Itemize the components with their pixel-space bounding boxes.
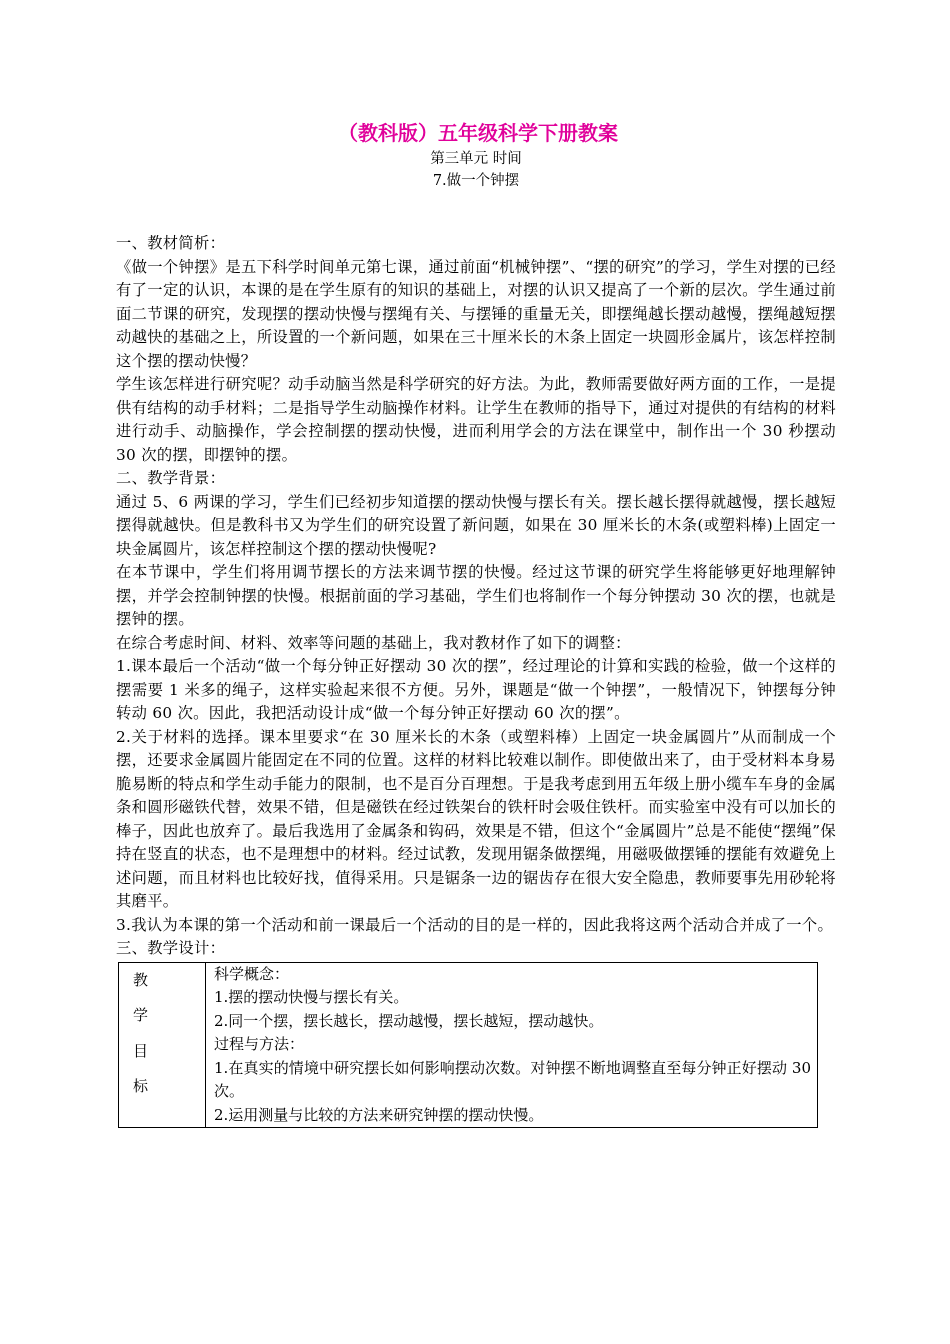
list-item: 2.关于材料的选择。课本里要求“在 30 厘米长的木条（或塑料棒）上固定一块金属圆片”从而制成一个摆，还要求金属圆片能固定在不同的位置。这样的材料比较难以制作。即使做出来了，由于受材料本身易脆易断的特点和学生动手能力的限制，也不是百分百理想。于是我考虑到用五年级上册小缆车车身的金属条和圆形磁铁代替，效果不错，但是磁铁在经过铁架台的铁杆时会吸住铁杆。而实验室中没有可以加长的棒子，因此也放弃了。最后我选用了金属条和钩码，效果是不错，但这个“金属圆片”总是不能使“摆绳”保持在竖直的状态，也不是理想中的材料。经过试教，发现用锯条做摆绳，用磁吸做摆锤的摆能有效避免上述问题，而且材料也比较好找，值得采用。只是锯条一边的锯齿存在很大安全隐患，教师要事先用砂轮将其磨平。 <box>116 727 836 910</box>
section-heading-background: 二、教学背景： <box>116 469 226 487</box>
objectives-content-cell <box>206 962 818 1128</box>
paragraph: 学生该怎样进行研究呢？动手动脑当然是科学研究的好方法。为此，教师需要做好两方面的工作，一是提供有结构的动手材料；二是指导学生动脑操作材料。让学生在教师的指导下，通过对提供的有结构的材料进行动手、动脑操作，学会控制摆的摆动快慢，进而利用学会的方法在课堂中，制作出一个 30 秒摆动 30 次的摆，即摆钟的摆。 <box>116 375 836 464</box>
objective-line: 1.在真实的情境中研究摆长如何影响摆动次数。对钟摆不断地调整直至每分钟正好摆动 30 次。 <box>214 1058 811 1100</box>
objective-line: 2.同一个摆，摆长越长，摆动越慢，摆长越短，摆动越快。 <box>214 1011 604 1030</box>
document-title: （教科版）五年级科学下册教案 <box>338 121 618 145</box>
objective-line: 1.摆的摆动快慢与摆长有关。 <box>214 988 409 1006</box>
list-item: 3.我认为本课的第一个活动和前一课最后一个活动的目的是一样的，因此我将这两个活动合并成了一个。 <box>116 915 834 934</box>
section-heading-design: 三、教学设计： <box>116 939 226 957</box>
document-body <box>116 232 836 961</box>
paragraph: 通过 5、6 两课的学习，学生们已经初步知道摆的摆动快慢与摆长有关。摆长越长摆得就越慢，摆长越短摆得就越快。但是教科书又为学生们的研究设置了新问题，如果在 30 厘米长的木条(或塑料棒)上固定一块金属圆片，该怎样控制这个摆的摆动快慢呢? <box>116 492 836 558</box>
label-char: 标 <box>133 1077 149 1095</box>
lesson-title: 7.做一个钟摆 <box>432 173 520 189</box>
unit-title: 第三单元 时间 <box>430 151 522 167</box>
objectives-table <box>118 962 818 1129</box>
objective-line: 过程与方法： <box>214 1035 305 1053</box>
document-page <box>116 120 836 1128</box>
label-char: 学 <box>133 1006 149 1024</box>
label-char: 目 <box>133 1041 149 1060</box>
list-item: 1.课本最后一个活动“做一个每分钟正好摆动 30 次的摆”，经过理论的计算和实践的检验，做一个这样的摆需要 1 米多的绳子，这样实验起来很不方便。另外，课题是“做一个钟摆”，一般情况下，钟摆每分钟转动 60 次。因此，我把活动设计成“做一个每分钟正好摆动 60 次的摆”。 <box>116 657 836 722</box>
objective-line: 科学概念： <box>214 964 290 983</box>
paragraph: 《做一个钟摆》是五下科学时间单元第七课，通过前面“机械钟摆”、“摆的研究”的学习，学生对摆的已经有了一定的认识，本课的是在学生原有的知识的基础上，对摆的认识又提高了一个新的层次。学生通过前面二节课的研究，发现摆的摆动快慢与摆绳有关、与摆锤的重量无关，即摆绳越长摆动越慢，摆绳越短摆动越快的基础之上，所设置的一个新问题，如果在三十厘米长的木条上固定一块圆形金属片，该怎样控制这个摆的摆动快慢？ <box>116 257 836 370</box>
section-heading-analysis: 一、教材简析： <box>116 234 226 252</box>
objective-line: 2.运用测量与比较的方法来研究钟摆的摆动快慢。 <box>214 1105 544 1124</box>
paragraph: 在综合考虑时间、材料、效率等问题的基础上，我对教材作了如下的调整： <box>116 633 631 652</box>
objectives-label-cell <box>119 962 206 1128</box>
label-char: 教 <box>133 970 149 989</box>
paragraph: 在本节课中，学生们将用调节摆长的方法来调节摆的快慢。经过这节课的研究学生将能够更好地理解钟摆，并学会控制钟摆的快慢。根据前面的学习基础，学生们也将制作一个每分钟摆动 30 次的摆，也就是摆钟的摆。 <box>116 563 836 628</box>
